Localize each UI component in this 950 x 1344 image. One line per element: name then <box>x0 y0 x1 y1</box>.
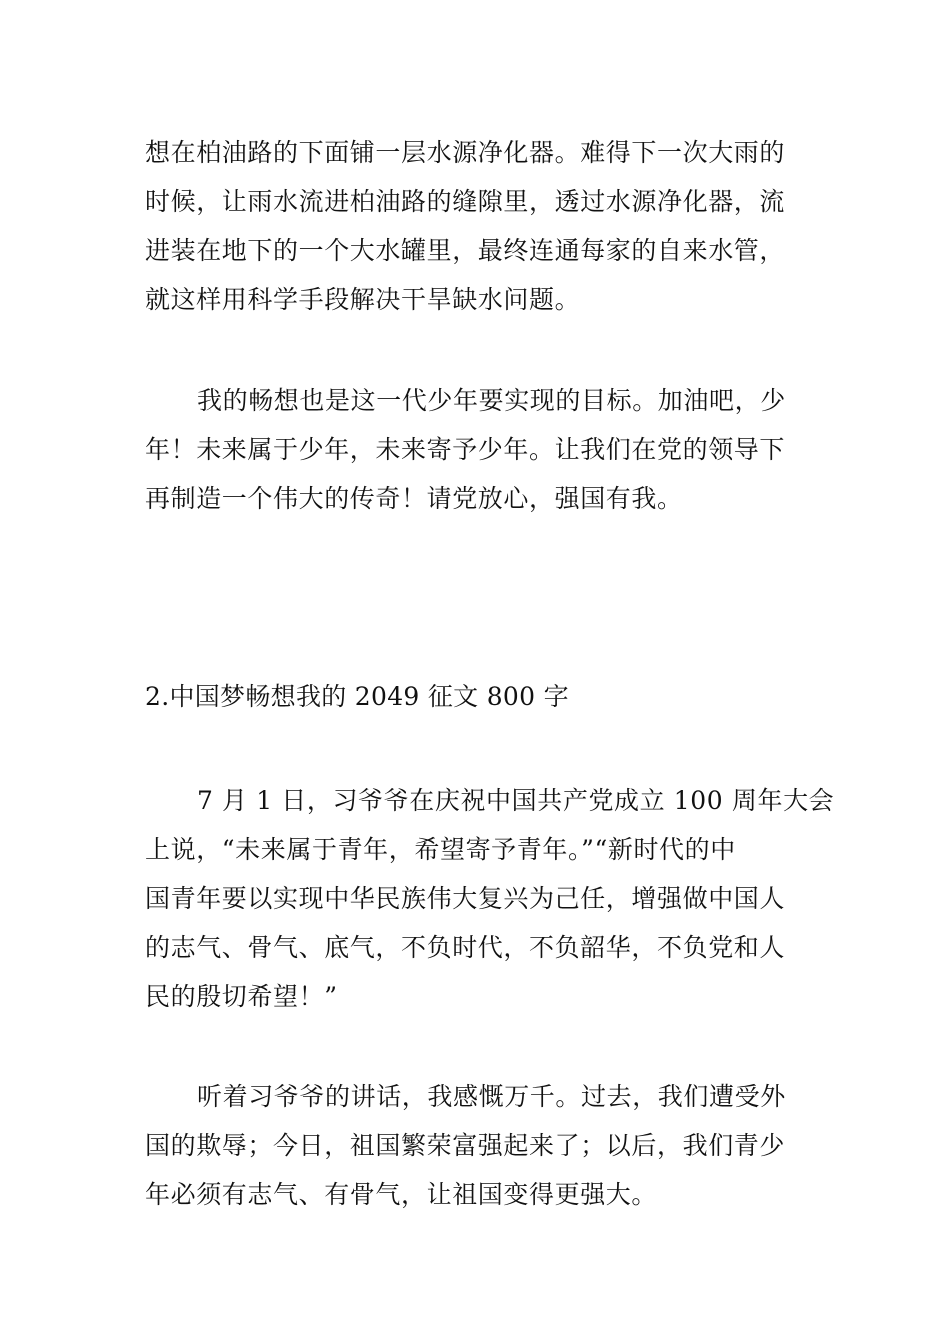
text-line: 的志气、骨气、底气，不负时代，不负韶华，不负党和人 <box>145 933 786 962</box>
paragraph-reflection <box>145 1072 810 1219</box>
text-line: 想在柏油路的下面铺一层水源净化器。难得下一次大雨的 <box>145 138 786 167</box>
text-line: 我的畅想也是这一代少年要实现的目标。加油吧，少 <box>197 386 786 415</box>
section-heading: 2.中国梦畅想我的 2049 征文 800 字 <box>145 682 569 711</box>
text-line: 7 月 1 日，习爷爷在庆祝中国共产党成立 100 周年大会 <box>197 786 835 815</box>
text-line: 就这样用科学手段解决干旱缺水问题。 <box>145 285 581 314</box>
text-line: 再制造一个伟大的传奇！请党放心，强国有我。 <box>145 484 683 513</box>
text-line: 上说，“未来属于青年，希望寄予青年。”“新时代的中 <box>145 835 736 864</box>
paragraph-july-speech <box>145 776 835 1021</box>
text-line: 民的殷切希望！” <box>145 982 338 1011</box>
text-line: 时候，让雨水流进柏油路的缝隙里，透过水源净化器，流 <box>145 187 786 216</box>
paragraph-water-purifier <box>145 128 810 324</box>
text-line: 听着习爷爷的讲话，我感慨万千。过去，我们遭受外 <box>197 1082 786 1111</box>
text-line: 年必须有志气、有骨气，让祖国变得更强大。 <box>145 1180 658 1209</box>
text-line: 国的欺辱；今日，祖国繁荣富强起来了；以后，我们青少 <box>145 1131 786 1160</box>
text-line: 国青年要以实现中华民族伟大复兴为己任，增强做中国人 <box>145 884 786 913</box>
text-line: 进装在地下的一个大水罐里，最终连通每家的自来水管， <box>145 236 786 265</box>
text-line: 年！未来属于少年，未来寄予少年。让我们在党的领导下 <box>145 435 786 464</box>
paragraph-youth-goal <box>145 376 810 523</box>
